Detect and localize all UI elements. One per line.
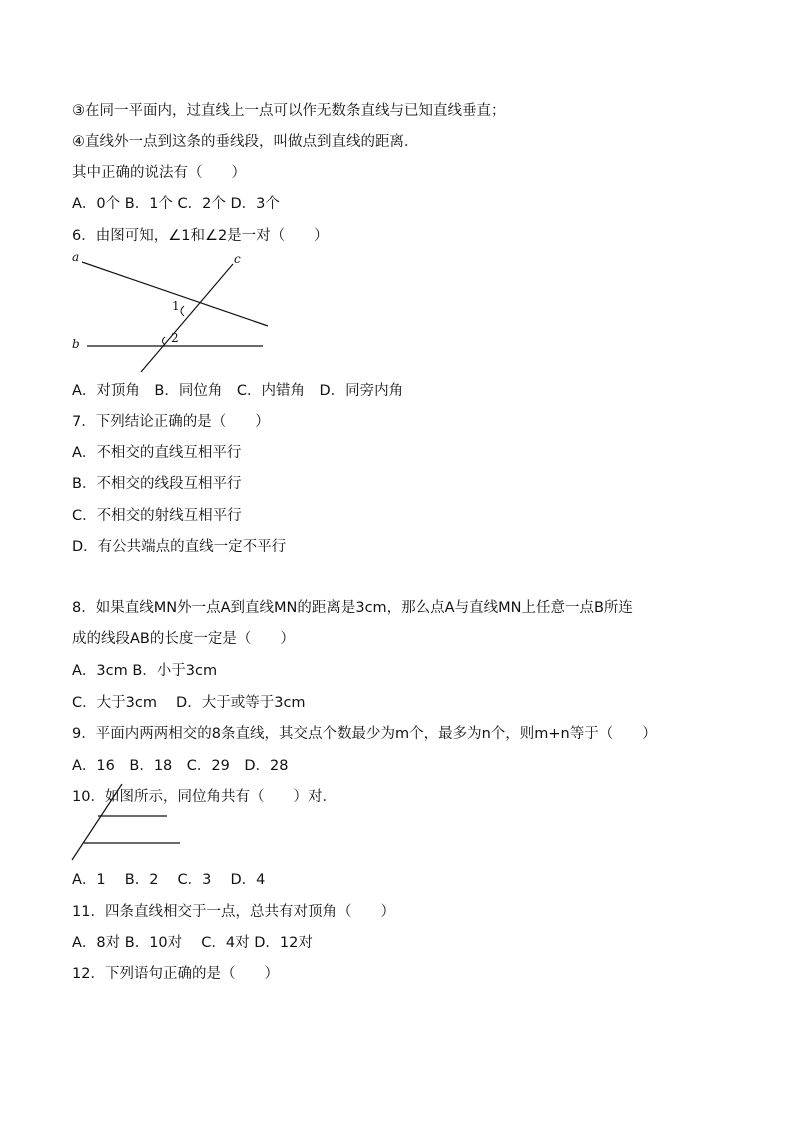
question-8-stem-line-2: 成的线段AB的长度一定是（ ） [72, 631, 295, 647]
statement-3: ③在同一平面内，过直线上一点可以作无数条直线与已知直线垂直； [72, 103, 506, 119]
question-9-options: A．16 B．18 C．29 D．28 [72, 758, 289, 774]
question-10-stem: 10．如图所示，同位角共有（ ）对． [72, 789, 337, 805]
label-c: c [234, 252, 241, 266]
question-7-option-b: B．不相交的线段互相平行 [72, 476, 242, 492]
figure-corresponding-angles [70, 780, 184, 864]
question-10-options: A．1 B．2 C．3 D．4 [72, 872, 266, 888]
question-5-prompt: 其中正确的说法有（ ） [72, 165, 246, 181]
line-a [82, 262, 268, 326]
label-a: a [72, 250, 80, 264]
angle-1-arc [181, 306, 184, 316]
line-c [141, 264, 233, 372]
question-7-option-a: A．不相交的直线互相平行 [72, 445, 242, 461]
question-9-stem: 9．平面内两两相交的8条直线，其交点个数最少为m个，最多为n个，则m+n等于（ ） [72, 726, 657, 742]
angle-1-label: 1 [172, 299, 180, 313]
question-12-stem: 12．下列语句正确的是（ ） [72, 966, 279, 982]
question-7-option-d: D．有公共端点的直线一定不平行 [72, 539, 287, 555]
statement-4: ④直线外一点到这条的垂线段，叫做点到直线的距离． [72, 134, 419, 150]
question-6-options: A．对顶角 B．同位角 C．内错角 D．同旁内角 [72, 383, 404, 399]
question-7-stem: 7．下列结论正确的是（ ） [72, 414, 270, 430]
question-8-stem-line-1: 8．如果直线MN外一点A到直线MN的距离是3cm，那么点A与直线MN上任意一点B所连 [72, 600, 633, 616]
question-11-stem: 11．四条直线相交于一点，总共有对顶角（ ） [72, 904, 395, 920]
question-8-options-row-2: C．大于3cm D．大于或等于3cm [72, 695, 306, 711]
figure-angles-1-2 [68, 250, 274, 374]
label-b: b [72, 337, 80, 351]
question-7-option-c: C．不相交的射线互相平行 [72, 508, 242, 524]
question-6-stem: 6．由图可知，∠1和∠2是一对（ ） [72, 228, 329, 244]
question-11-options: A．8对 B．10对 C．4对 D．12对 [72, 935, 313, 951]
angle-2-label: 2 [171, 331, 179, 345]
transversal-line [72, 784, 122, 860]
question-8-options-row-1: A．3cm B．小于3cm [72, 663, 218, 679]
question-5-options: A．0个 B．1个 C．2个 D．3个 [72, 196, 280, 212]
